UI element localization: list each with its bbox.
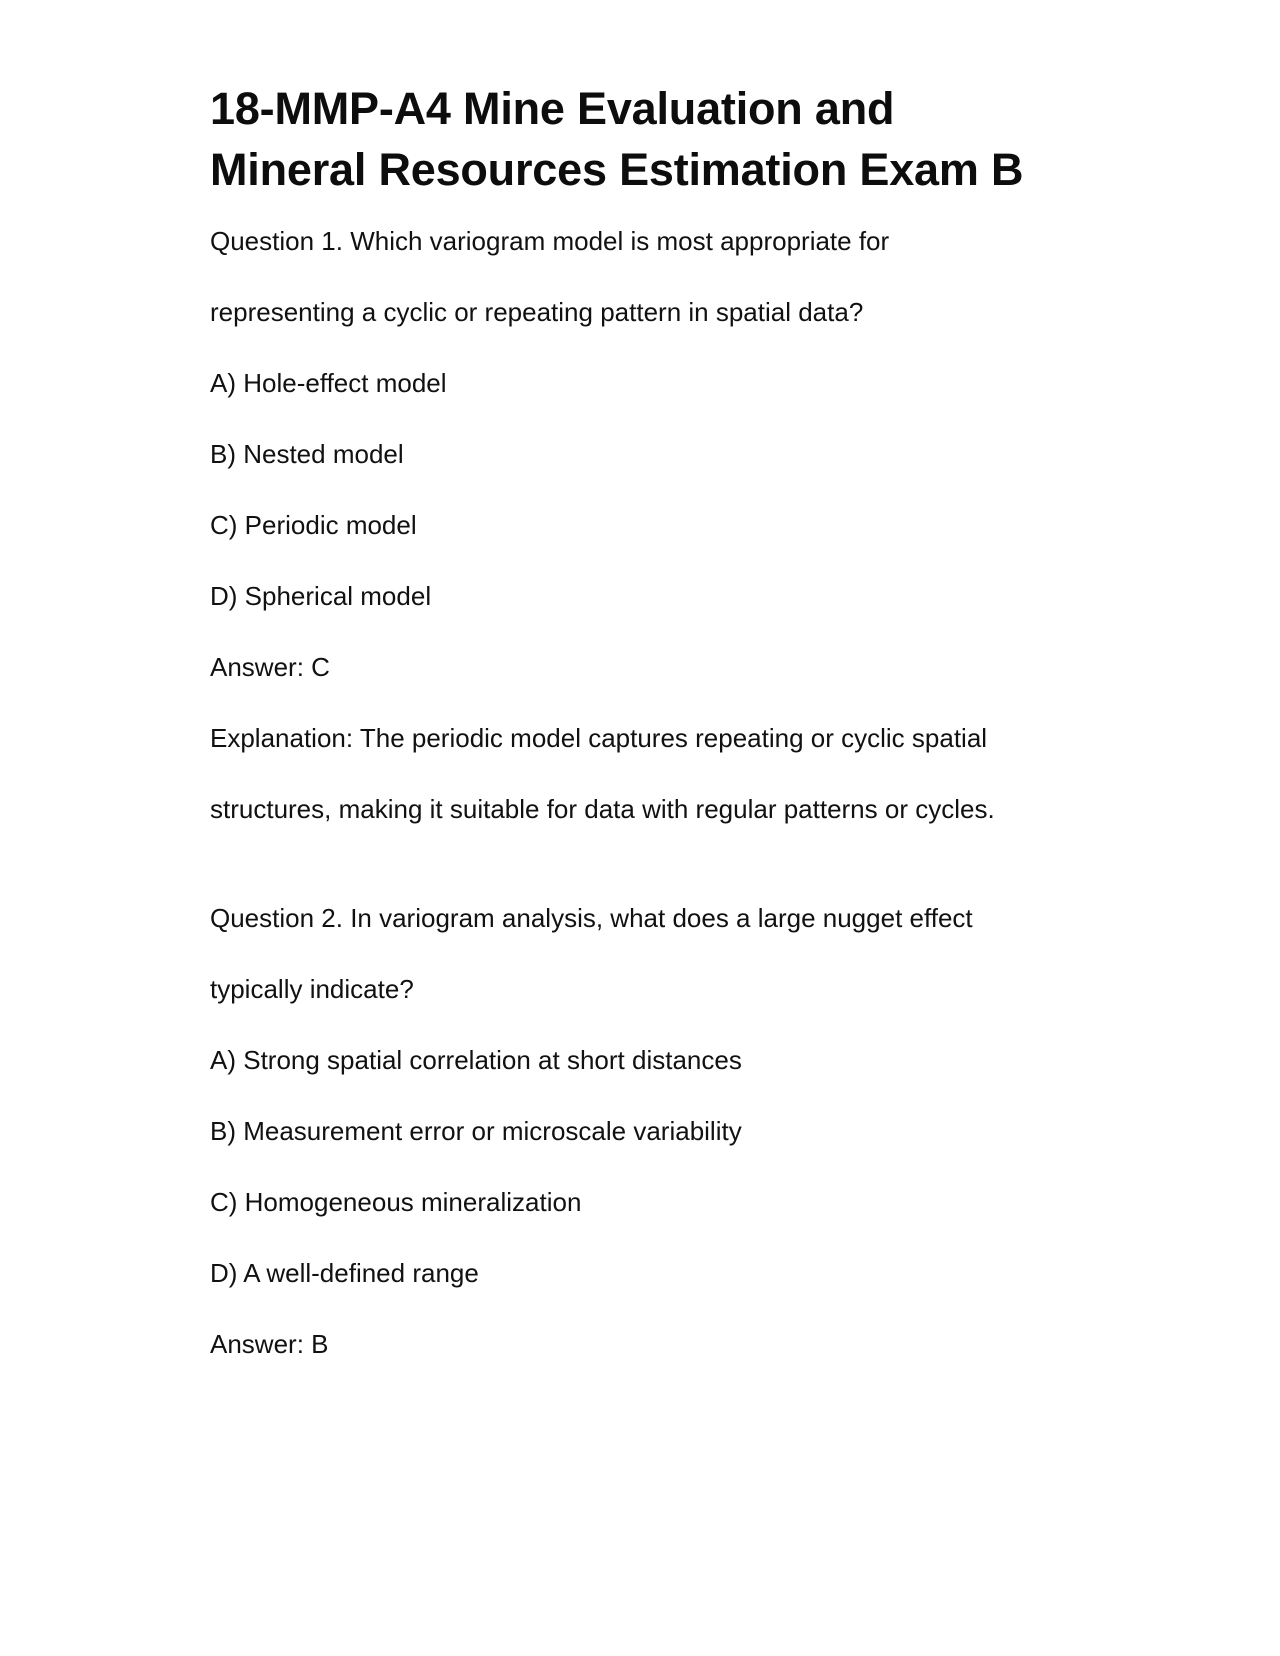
question-1-option-a: A) Hole-effect model (210, 368, 447, 398)
question-1-explanation-line-1: Explanation: The periodic model captures repeating or cyclic spatial (210, 723, 988, 753)
document-title (210, 78, 1070, 200)
title-line-2: Mineral Resources Estimation Exam B (210, 144, 1024, 195)
question-2-prompt-line-2: typically indicate? (210, 974, 414, 1004)
question-1-prompt-line-2: representing a cyclic or repeating pattern in spatial data? (210, 297, 864, 327)
question-2-answer: Answer: B (210, 1329, 329, 1359)
question-1-option-c: C) Periodic model (210, 510, 417, 540)
question-1-answer: Answer: C (210, 652, 330, 682)
document-content (210, 78, 1070, 1380)
question-1-option-b: B) Nested model (210, 439, 404, 469)
question-2-option-b: B) Measurement error or microscale variability (210, 1116, 742, 1146)
question-2-option-c: C) Homogeneous mineralization (210, 1187, 582, 1217)
question-2-prompt-line-1: Question 2. In variogram analysis, what does a large nugget effect (210, 903, 973, 933)
question-2-option-d: D) A well-defined range (210, 1258, 479, 1288)
question-2 (210, 883, 1070, 1380)
question-1 (210, 206, 1070, 845)
question-2-option-a: A) Strong spatial correlation at short distances (210, 1045, 742, 1075)
title-line-1: 18-MMP-A4 Mine Evaluation and (210, 83, 895, 134)
question-1-option-d: D) Spherical model (210, 581, 432, 611)
question-1-prompt-line-1: Question 1. Which variogram model is most appropriate for (210, 226, 890, 256)
question-1-explanation-line-2: structures, making it suitable for data with regular patterns or cycles. (210, 794, 995, 824)
question-spacer (210, 845, 1070, 883)
